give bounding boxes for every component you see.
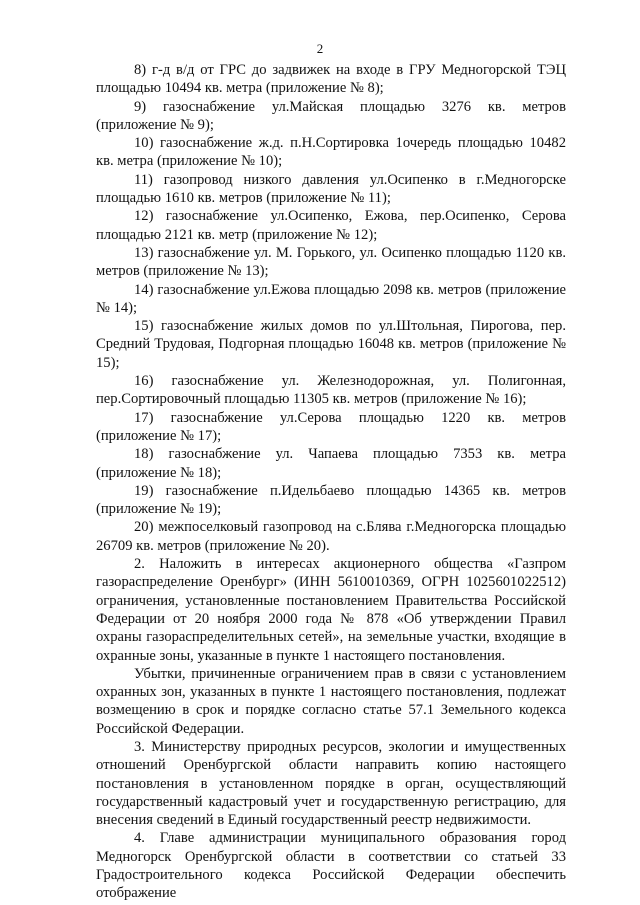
paragraph-section-2: 2. Наложить в интересах акционерного общества «Газпром газораспределение Оренбург» (ИНН 5610010369, ОГРН 1025601022512) ограничения, установленные постановлением Правительства Российской Федерации от 20 ноября 2000 года № 878 «Об утверждении Правил охраны газораспределительных сетей», на земельные участки, входящие в охранные зоны, указанные в пункте 1 настоящего постановления.: [96, 556, 566, 664]
paragraph-section-3: 3. Министерству природных ресурсов, экологии и имущественных отношений Оренбургской области направить копию настоящего постановления в установленном порядке в орган, осуществляющий государственный кадастровый учет и государственную регистрацию, для внесения сведений в Единый государственный реестр недвижимости.: [96, 738, 566, 829]
paragraph-item-13: 13) газоснабжение ул. М. Горького, ул. Осипенко площадью 1120 кв. метров (приложение № 13);: [96, 244, 566, 280]
paragraph-item-15: 15) газоснабжение жилых домов по ул.Штольная, Пирогова, пер. Средний Трудовая, Подгорная площадью 16048 кв. метров (приложение № 15);: [96, 318, 566, 371]
paragraph-item-9: 9) газоснабжение ул.Майская площадью 3276 кв. метров (приложение № 9);: [96, 98, 566, 133]
paragraph-item-17: 17) газоснабжение ул.Серова площадью 1220 кв. метров (приложение № 17);: [96, 409, 566, 444]
paragraph-losses: Убытки, причиненные ограничением прав в связи с установлением охранных зон, указанных в пункте 1 настоящего постановления, подлежат возмещению в срок и порядке согласно статье 57.1 Земельного кодекса Российской Федерации.: [96, 665, 566, 737]
paragraph-item-8: 8) г-д в/д от ГРС до задвижек на входе в ГРУ Медногорской ТЭЦ площадью 10494 кв. метра (приложение № 8);: [96, 62, 566, 97]
paragraph-item-14: 14) газоснабжение ул.Ежова площадью 2098 кв. метров (приложение № 14);: [96, 281, 566, 316]
paragraph-item-11: 11) газопровод низкого давления ул.Осипенко в г.Медногорске площадью 1610 кв. метров (приложение № 11);: [96, 171, 566, 207]
paragraph-section-4: 4. Главе администрации муниципального образования город Медногорск Оренбургской области в соответствии со статьей 33 Градостроительного кодекса Российской Федерации обеспечить отображение: [96, 830, 566, 902]
paragraph-item-12: 12) газоснабжение ул.Осипенко, Ежова, пер.Осипенко, Серова площадью 2121 кв. метр (приложение № 12);: [96, 208, 566, 243]
document-body: [96, 61, 566, 903]
page-number: 2: [316, 41, 324, 56]
paragraph-item-16: 16) газоснабжение ул. Железнодорожная, ул. Полигонная, пер.Сортировочный площадью 11305 кв. метров (приложение № 16);: [96, 373, 566, 408]
paragraph-item-10: 10) газоснабжение ж.д. п.Н.Сортировка 1очередь площадью 10482 кв. метра (приложение № 10);: [96, 135, 566, 170]
paragraph-item-20: 20) межпоселковый газопровод на с.Блява г.Медногорска площадью 26709 кв. метров (приложение № 20).: [96, 519, 566, 554]
paragraph-item-19: 19) газоснабжение п.Идельбаево площадью 14365 кв. метров (приложение № 19);: [96, 482, 566, 518]
paragraph-item-18: 18) газоснабжение ул. Чапаева площадью 7353 кв. метра (приложение № 18);: [96, 446, 566, 481]
